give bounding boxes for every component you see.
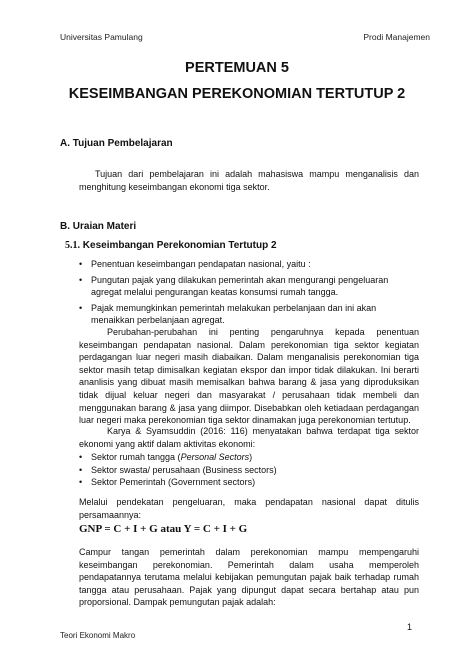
bullet-icon: • <box>79 274 83 285</box>
formula: GNP = C + I + G atau Y = C + I + G <box>79 523 248 535</box>
list-item: • Pungutan pajak yang dilakukan pemerintah akan mengurangi pengeluaran agregat melalui pengurangan keatas konsumsi rumah tangga. <box>79 274 389 298</box>
paragraph-4: Campur tangan pemerintah dalam perekonomian mampu mempengaruhi keseimbangan perekonomian. Pemerintah dalam usaha memperoleh pendapatannya terutama melalui kebijakan pemungutan pajak baik terhadap rumah tangga atau perusahaan. Pajak yang dipungut dapat secara bertahap atau pun proporsional. Dampak pemungutan pajak adalah: <box>79 547 419 608</box>
page-number: 1 <box>406 622 412 632</box>
bullet-list <box>79 258 419 330</box>
bullet-icon: • <box>79 259 83 269</box>
list-item: • Pajak memungkinkan pemerintah melakukan perbelanjaan dan ini akan menaikkan perbelanjaan agregat. <box>79 302 377 326</box>
list-item: • Sektor swasta/ perusahaan (Business sectors) <box>79 464 277 475</box>
list-item: • Sektor rumah tangga (Personal Sectors) <box>79 452 253 462</box>
section-b-heading <box>60 221 136 232</box>
subsection-title: Keseimbangan Perekonomian Tertutup 2 <box>82 240 277 251</box>
header-program: Prodi Manajemen <box>363 32 430 42</box>
section-a-title: Tujuan Pembelajaran <box>72 138 173 149</box>
section-a-label: A. <box>60 138 70 149</box>
bullet-icon: • <box>79 302 83 313</box>
section-b-label: B. <box>60 221 70 232</box>
subsection-heading <box>65 240 277 251</box>
paragraph-3: Melalui pendekatan pengeluaran, maka pendapatan nasional dapat ditulis persamaannya: <box>79 497 419 520</box>
paragraph-2: Karya & Syamsuddin (2016: 116) menyatakan bahwa terdapat tiga sektor ekonomi yang aktif dalam aktivitas ekonomi: <box>79 426 419 449</box>
bullet-icon: • <box>79 452 83 462</box>
paragraph-1: Perubahan-perubahan ini penting pengaruhnya kepada penentuan keseimbangan pendapatan nasional. Dalam perekonomian tiga sektor kegiatan perdagangan luar negeri masih diabaikan. Dalam menganalisis perekonomian tiga sektor masih tetap dimisalkan kegiatan ekspor dan impor tidak dilakukan. Ini berarti ananlisis yang dibuat masih memisalkan bahwa barang & jasa yang diproduksikan tidak dijual keluar negeri dan masyarakat / perusahaan tidak membeli dan menggunakan barang & jasa yang diimpor. Disebabkan oleh ketiadaan perdagangan luar negeri maka perekonomian tiga sektor dinamakan juga perekonomian tertutup. <box>79 327 419 426</box>
page-subtitle: KESEIMBANGAN PEREKONOMIAN TERTUTUP 2 <box>68 86 406 102</box>
list-item: • Penentuan keseimbangan pendapatan nasional, yaitu : <box>79 259 311 269</box>
section-b-title: Uraian Materi <box>72 221 137 232</box>
subsection-number: 5.1. <box>65 240 80 251</box>
page-title: PERTEMUAN 5 <box>185 60 289 76</box>
sector-list <box>79 451 419 489</box>
header-university: Universitas Pamulang <box>60 32 143 42</box>
bullet-icon: • <box>79 477 83 488</box>
list-item: • Sektor Pemerintah (Government sectors) <box>79 477 256 488</box>
section-a-heading <box>60 138 173 149</box>
footer-course: Teori Ekonomi Makro <box>60 631 136 640</box>
bullet-icon: • <box>79 464 83 475</box>
section-a-paragraph: Tujuan dari pembelajaran ini adalah mahasiswa mampu menganalisis dan menghitung keseimbangan ekonomi tiga sektor. <box>79 169 419 192</box>
